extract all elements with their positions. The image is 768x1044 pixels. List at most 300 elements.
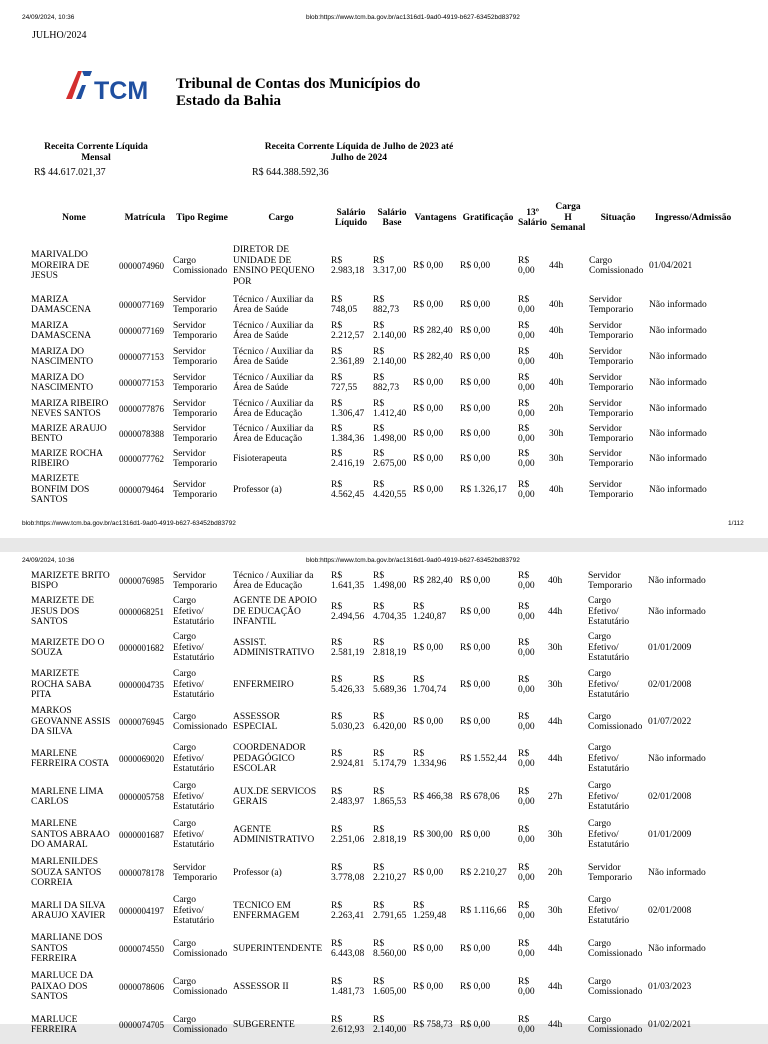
net-salary: R$ 2.924,81 bbox=[331, 748, 365, 769]
print-url: blob:https://www.tcm.ba.gov.br/ac1316d1-9ad0-4919-b627-63452bd83792 bbox=[306, 14, 520, 21]
column-header: Salário Líquido bbox=[334, 207, 368, 228]
registration-number: 0000077153 bbox=[119, 351, 164, 362]
employee-name: MARIZA DAMASCENA bbox=[31, 294, 92, 315]
table-row bbox=[30, 740, 737, 778]
rcl-monthly-value: R$ 44.617.021,37 bbox=[34, 167, 106, 178]
regime-type: Servidor Temporario bbox=[173, 479, 218, 500]
registration-number: 0000004735 bbox=[119, 679, 164, 690]
benefits: R$ 1.240,87 bbox=[413, 601, 447, 622]
regime-type: Cargo Efetivo/ Estatutário bbox=[173, 819, 215, 851]
column-header: Situação bbox=[600, 212, 636, 223]
regime-type: Servidor Temporario bbox=[173, 372, 218, 393]
registration-number: 0000078606 bbox=[119, 981, 164, 992]
table-row bbox=[30, 778, 737, 816]
tcm-logo bbox=[64, 68, 164, 104]
status: Cargo Comissionado bbox=[588, 976, 643, 997]
table-row bbox=[30, 318, 738, 344]
payroll-table-page2 bbox=[30, 568, 737, 1044]
status: Cargo Efetivo/ Estatutário bbox=[588, 743, 630, 775]
admission-date: Não informado bbox=[648, 943, 706, 954]
status: Cargo Efetivo/ Estatutário bbox=[588, 819, 630, 851]
base-salary: R$ 3.317,00 bbox=[373, 255, 407, 276]
table-row bbox=[30, 704, 737, 740]
table-row bbox=[30, 1006, 737, 1044]
column-header: Tipo Regime bbox=[176, 212, 228, 223]
weekly-hours: 20h bbox=[549, 403, 564, 414]
base-salary: R$ 2.675,00 bbox=[373, 448, 407, 469]
benefits: R$ 282,40 bbox=[413, 351, 453, 362]
thirteenth-salary: R$ 0,00 bbox=[518, 674, 535, 695]
regime-type: Servidor Temporario bbox=[173, 320, 218, 341]
benefits: R$ 0,00 bbox=[413, 484, 444, 495]
table-row bbox=[30, 892, 737, 930]
net-salary: R$ 5.426,33 bbox=[331, 674, 365, 695]
bonus: R$ 0,00 bbox=[460, 642, 491, 653]
status: Cargo Comissionado bbox=[589, 255, 644, 276]
status: Cargo Efetivo/ Estatutário bbox=[588, 895, 630, 927]
employee-name: MARIZA RIBEIRO NEVES SANTOS bbox=[31, 398, 109, 419]
bonus: R$ 0,00 bbox=[460, 428, 491, 439]
benefits: R$ 0,00 bbox=[413, 428, 444, 439]
employee-name: MARLUCE DA PAIXAO DOS SANTOS bbox=[31, 971, 94, 1003]
thirteenth-salary: R$ 0,00 bbox=[518, 862, 535, 883]
registration-number: 0000074705 bbox=[119, 1019, 164, 1030]
status: Servidor Temporario bbox=[589, 398, 634, 419]
benefits: R$ 0,00 bbox=[413, 453, 444, 464]
table-row bbox=[30, 446, 738, 472]
employee-name: MARLENE LIMA CARLOS bbox=[31, 786, 104, 807]
table-row bbox=[30, 594, 737, 630]
weekly-hours: 27h bbox=[548, 791, 563, 802]
admission-date: 02/01/2008 bbox=[648, 679, 692, 690]
rcl-monthly-label: Receita Corrente Líquida Mensal bbox=[44, 142, 148, 163]
regime-type: Cargo Comissionado bbox=[173, 938, 228, 959]
job-title: AUX.DE SERVICOS GERAIS bbox=[233, 786, 317, 807]
job-title: COORDENADOR PEDAGÓGICO ESCOLAR bbox=[233, 743, 306, 775]
weekly-hours: 40h bbox=[549, 484, 564, 495]
bonus: R$ 0,00 bbox=[460, 829, 491, 840]
base-salary: R$ 1.412,40 bbox=[373, 398, 407, 419]
registration-number: 0000069020 bbox=[119, 753, 164, 764]
status: Cargo Efetivo/ Estatutário bbox=[588, 669, 630, 701]
weekly-hours: 44h bbox=[548, 1019, 563, 1030]
employee-name: MARLIANE DOS SANTOS FERREIRA bbox=[31, 933, 103, 965]
employee-name: MARLUCE FERREIRA bbox=[31, 1014, 78, 1035]
status: Cargo Efetivo/ Estatutário bbox=[588, 632, 630, 664]
weekly-hours: 44h bbox=[548, 606, 563, 617]
regime-type: Cargo Comissionado bbox=[173, 1014, 228, 1035]
weekly-hours: 44h bbox=[548, 981, 563, 992]
table-row bbox=[30, 422, 738, 446]
base-salary: R$ 882,73 bbox=[373, 372, 400, 393]
print-datetime: 24/09/2024, 10:36 bbox=[22, 14, 75, 21]
benefits: R$ 282,40 bbox=[413, 575, 453, 586]
job-title: DIRETOR DE UNIDADE DE ENSINO PEQUENO POR bbox=[233, 245, 315, 287]
thirteenth-salary: R$ 0,00 bbox=[518, 398, 535, 419]
employee-name: MARIZETE DO O SOUZA bbox=[31, 637, 105, 658]
net-salary: R$ 2.263,41 bbox=[331, 900, 365, 921]
print-page-number: 1/112 bbox=[728, 520, 744, 527]
job-title: Técnico / Auxiliar da Área de Saúde bbox=[233, 320, 314, 341]
weekly-hours: 40h bbox=[549, 377, 564, 388]
bonus: R$ 1.326,17 bbox=[460, 484, 507, 495]
table-row bbox=[30, 930, 737, 968]
weekly-hours: 40h bbox=[549, 299, 564, 310]
benefits: R$ 0,00 bbox=[413, 642, 444, 653]
table-row bbox=[30, 816, 737, 854]
net-salary: R$ 5.030,23 bbox=[331, 711, 365, 732]
registration-number: 0000004197 bbox=[119, 905, 164, 916]
benefits: R$ 300,00 bbox=[413, 829, 453, 840]
column-header: Cargo bbox=[268, 212, 294, 223]
weekly-hours: 44h bbox=[548, 753, 563, 764]
admission-date: Não informado bbox=[649, 351, 707, 362]
bonus: R$ 0,00 bbox=[460, 260, 491, 271]
admission-date: Não informado bbox=[648, 575, 706, 586]
registration-number: 0000005758 bbox=[119, 791, 164, 802]
column-header: Gratificação bbox=[462, 212, 514, 223]
benefits: R$ 0,00 bbox=[413, 260, 444, 271]
thirteenth-salary: R$ 0,00 bbox=[518, 976, 535, 997]
status: Cargo Comissionado bbox=[588, 938, 643, 959]
net-salary: R$ 2.212,57 bbox=[331, 320, 365, 341]
thirteenth-salary: R$ 0,00 bbox=[518, 786, 535, 807]
print-url: blob:https://www.tcm.ba.gov.br/ac1316d1-9ad0-4919-b627-63452bd83792 bbox=[306, 557, 520, 564]
base-salary: R$ 8.560,00 bbox=[373, 938, 407, 959]
regime-type: Servidor Temporario bbox=[173, 448, 218, 469]
weekly-hours: 30h bbox=[548, 905, 563, 916]
table-row bbox=[30, 240, 738, 292]
bonus: R$ 0,00 bbox=[460, 377, 491, 388]
regime-type: Servidor Temporario bbox=[173, 570, 218, 591]
employee-name: MARLENE SANTOS ABRAAO DO AMARAL bbox=[31, 819, 110, 851]
status: Servidor Temporario bbox=[589, 479, 634, 500]
bonus: R$ 0,00 bbox=[460, 943, 491, 954]
employee-name: MARIZETE DE JESUS DOS SANTOS bbox=[31, 596, 95, 628]
bonus: R$ 0,00 bbox=[460, 606, 491, 617]
regime-type: Cargo Comissionado bbox=[173, 711, 228, 732]
admission-date: 01/02/2021 bbox=[648, 1019, 692, 1030]
bonus: R$ 1.116,66 bbox=[460, 905, 507, 916]
benefits: R$ 0,00 bbox=[413, 981, 444, 992]
employee-name: MARIVALDO MOREIRA DE JESUS bbox=[31, 250, 90, 282]
admission-date: 01/04/2021 bbox=[649, 260, 693, 271]
admission-date: Não informado bbox=[648, 606, 706, 617]
weekly-hours: 40h bbox=[549, 351, 564, 362]
bonus: R$ 0,00 bbox=[460, 351, 491, 362]
net-salary: R$ 1.306,47 bbox=[331, 398, 365, 419]
weekly-hours: 40h bbox=[549, 325, 564, 336]
thirteenth-salary: R$ 0,00 bbox=[518, 711, 535, 732]
column-header: Nome bbox=[62, 212, 86, 223]
base-salary: R$ 2.140,00 bbox=[373, 320, 407, 341]
benefits: R$ 0,00 bbox=[413, 299, 444, 310]
job-title: ENFERMEIRO bbox=[233, 679, 294, 690]
registration-number: 0000068251 bbox=[119, 606, 164, 617]
registration-number: 0000079464 bbox=[119, 484, 164, 495]
benefits: R$ 466,38 bbox=[413, 791, 453, 802]
admission-date: Não informado bbox=[649, 299, 707, 310]
thirteenth-salary: R$ 0,00 bbox=[518, 1014, 535, 1035]
admission-date: 02/01/2008 bbox=[648, 791, 692, 802]
weekly-hours: 30h bbox=[548, 829, 563, 840]
admission-date: 01/01/2009 bbox=[648, 642, 692, 653]
employee-name: MARKOS GEOVANNE ASSIS DA SILVA bbox=[31, 706, 111, 738]
thirteenth-salary: R$ 0,00 bbox=[518, 748, 535, 769]
bonus: R$ 2.210,27 bbox=[460, 867, 507, 878]
net-salary: R$ 2.483,97 bbox=[331, 786, 365, 807]
base-salary: R$ 1.498,00 bbox=[373, 423, 407, 444]
employee-name: MARIZE ARAUJO BENTO bbox=[31, 423, 107, 444]
base-salary: R$ 1.865,53 bbox=[373, 786, 407, 807]
thirteenth-salary: R$ 0,00 bbox=[518, 479, 535, 500]
admission-date: 01/01/2009 bbox=[648, 829, 692, 840]
net-salary: R$ 2.361,89 bbox=[331, 346, 365, 367]
employee-name: MARIZA DO NASCIMENTO bbox=[31, 346, 94, 367]
base-salary: R$ 2.818,19 bbox=[373, 824, 407, 845]
net-salary: R$ 727,55 bbox=[331, 372, 358, 393]
table-row bbox=[30, 370, 738, 396]
status: Servidor Temporario bbox=[589, 346, 634, 367]
weekly-hours: 44h bbox=[548, 716, 563, 727]
bonus: R$ 0,00 bbox=[460, 403, 491, 414]
thirteenth-salary: R$ 0,00 bbox=[518, 900, 535, 921]
employee-name: MARIZETE ROCHA SABA PITA bbox=[31, 669, 92, 701]
weekly-hours: 30h bbox=[549, 428, 564, 439]
job-title: AGENTE DE APOIO DE EDUCAÇÃO INFANTIL bbox=[233, 596, 317, 628]
report-month: JULHO/2024 bbox=[32, 30, 87, 41]
employee-name: MARIZE ROCHA RIBEIRO bbox=[31, 448, 104, 469]
thirteenth-salary: R$ 0,00 bbox=[518, 570, 535, 591]
employee-name: MARLI DA SILVA ARAUJO XAVIER bbox=[31, 900, 106, 921]
regime-type: Cargo Efetivo/ Estatutário bbox=[173, 781, 215, 813]
column-header: Matrícula bbox=[124, 212, 166, 223]
document-page-2 bbox=[0, 552, 768, 1035]
employee-name: MARLENE FERREIRA COSTA bbox=[31, 748, 110, 769]
admission-date: Não informado bbox=[649, 453, 707, 464]
status: Cargo Comissionado bbox=[588, 1014, 643, 1035]
base-salary: R$ 4.420,55 bbox=[373, 479, 407, 500]
bonus: R$ 0,00 bbox=[460, 679, 491, 690]
thirteenth-salary: R$ 0,00 bbox=[518, 824, 535, 845]
base-salary: R$ 4.704,35 bbox=[373, 601, 407, 622]
bonus: R$ 0,00 bbox=[460, 716, 491, 727]
thirteenth-salary: R$ 0,00 bbox=[518, 423, 535, 444]
registration-number: 0000077169 bbox=[119, 299, 164, 310]
base-salary: R$ 2.791,65 bbox=[373, 900, 407, 921]
regime-type: Cargo Efetivo/ Estatutário bbox=[173, 895, 215, 927]
net-salary: R$ 2.612,93 bbox=[331, 1014, 365, 1035]
table-row bbox=[30, 568, 737, 594]
regime-type: Servidor Temporario bbox=[173, 862, 218, 883]
registration-number: 0000077876 bbox=[119, 403, 164, 414]
admission-date: Não informado bbox=[649, 403, 707, 414]
regime-type: Cargo Comissionado bbox=[173, 255, 228, 276]
weekly-hours: 44h bbox=[549, 260, 564, 271]
weekly-hours: 30h bbox=[548, 679, 563, 690]
table-header-row bbox=[30, 196, 738, 240]
benefits: R$ 1.334,96 bbox=[413, 748, 447, 769]
base-salary: R$ 6.420,00 bbox=[373, 711, 407, 732]
table-row bbox=[30, 968, 737, 1006]
status: Cargo Comissionado bbox=[588, 711, 643, 732]
status: Servidor Temporario bbox=[589, 423, 634, 444]
bonus: R$ 678,06 bbox=[460, 791, 500, 802]
base-salary: R$ 5.174,79 bbox=[373, 748, 407, 769]
thirteenth-salary: R$ 0,00 bbox=[518, 346, 535, 367]
job-title: SUPERINTENDENTE bbox=[233, 943, 323, 954]
employee-name: MARIZA DO NASCIMENTO bbox=[31, 372, 94, 393]
weekly-hours: 30h bbox=[549, 453, 564, 464]
net-salary: R$ 1.384,36 bbox=[331, 423, 365, 444]
net-salary: R$ 3.778,08 bbox=[331, 862, 365, 883]
table-row bbox=[30, 666, 737, 704]
benefits: R$ 758,73 bbox=[413, 1019, 453, 1030]
job-title: Professor (a) bbox=[233, 867, 282, 878]
weekly-hours: 40h bbox=[548, 575, 563, 586]
registration-number: 0000077762 bbox=[119, 453, 164, 464]
column-header: Salário Base bbox=[377, 207, 407, 228]
status: Servidor Temporario bbox=[589, 448, 634, 469]
admission-date: 02/01/2008 bbox=[648, 905, 692, 916]
job-title: TECNICO EM ENFERMAGEM bbox=[233, 900, 300, 921]
payroll-table-page1 bbox=[30, 196, 738, 508]
job-title: Técnico / Auxiliar da Área de Educação bbox=[233, 570, 314, 591]
rcl-period-label: Receita Corrente Líquida de Julho de 2023 até Julho de 2024 bbox=[264, 142, 454, 163]
column-header: Carga H Semanal bbox=[550, 202, 586, 234]
regime-type: Servidor Temporario bbox=[173, 294, 218, 315]
table-row bbox=[30, 472, 738, 508]
status: Cargo Efetivo/ Estatutário bbox=[588, 596, 630, 628]
benefits: R$ 0,00 bbox=[413, 716, 444, 727]
job-title: Técnico / Auxiliar da Área de Saúde bbox=[233, 346, 314, 367]
status: Servidor Temporario bbox=[589, 294, 634, 315]
employee-name: MARIZETE BONFIM DOS SANTOS bbox=[31, 474, 90, 506]
employee-name: MARLENILDES SOUZA SANTOS CORREIA bbox=[31, 857, 102, 889]
print-footer-url: blob:https://www.tcm.ba.gov.br/ac1316d1-9ad0-4919-b627-63452bd83792 bbox=[22, 520, 236, 527]
column-header: 13º Salário bbox=[518, 207, 548, 228]
thirteenth-salary: R$ 0,00 bbox=[518, 320, 535, 341]
registration-number: 0000077153 bbox=[119, 377, 164, 388]
employee-name: MARIZA DAMASCENA bbox=[31, 320, 92, 341]
status: Servidor Temporario bbox=[588, 862, 633, 883]
admission-date: Não informado bbox=[649, 428, 707, 439]
job-title: ASSIST. ADMINISTRATIVO bbox=[233, 637, 315, 658]
employee-name: MARIZETE BRITO BISPO bbox=[31, 570, 110, 591]
registration-number: 0000001682 bbox=[119, 642, 164, 653]
print-datetime: 24/09/2024, 10:36 bbox=[22, 557, 75, 564]
bonus: R$ 0,00 bbox=[460, 453, 491, 464]
base-salary: R$ 1.498,00 bbox=[373, 570, 407, 591]
base-salary: R$ 882,73 bbox=[373, 294, 400, 315]
regime-type: Servidor Temporario bbox=[173, 423, 218, 444]
job-title: ASSESSOR II bbox=[233, 981, 289, 992]
net-salary: R$ 2.251,06 bbox=[331, 824, 365, 845]
regime-type: Cargo Efetivo/ Estatutário bbox=[173, 632, 215, 664]
benefits: R$ 1.704,74 bbox=[413, 674, 447, 695]
rcl-period-value: R$ 644.388.592,36 bbox=[252, 167, 329, 178]
job-title: SUBGERENTE bbox=[233, 1019, 295, 1030]
table-row bbox=[30, 396, 738, 422]
net-salary: R$ 748,05 bbox=[331, 294, 358, 315]
benefits: R$ 1.259,48 bbox=[413, 900, 447, 921]
base-salary: R$ 5.689,36 bbox=[373, 674, 407, 695]
org-name: Tribunal de Contas dos Municípios do Estado da Bahia bbox=[176, 76, 421, 109]
admission-date: 01/03/2023 bbox=[648, 981, 692, 992]
admission-date: Não informado bbox=[648, 867, 706, 878]
thirteenth-salary: R$ 0,00 bbox=[518, 372, 535, 393]
bonus: R$ 0,00 bbox=[460, 325, 491, 336]
thirteenth-salary: R$ 0,00 bbox=[518, 601, 535, 622]
registration-number: 0000074960 bbox=[119, 260, 164, 271]
registration-number: 0000001687 bbox=[119, 829, 164, 840]
weekly-hours: 44h bbox=[548, 943, 563, 954]
status: Servidor Temporario bbox=[588, 570, 633, 591]
thirteenth-salary: R$ 0,00 bbox=[518, 637, 535, 658]
admission-date: Não informado bbox=[649, 484, 707, 495]
admission-date: 01/07/2022 bbox=[648, 716, 692, 727]
registration-number: 0000078178 bbox=[119, 867, 164, 878]
thirteenth-salary: R$ 0,00 bbox=[518, 294, 535, 315]
net-salary: R$ 2.983,18 bbox=[331, 255, 365, 276]
table-row bbox=[30, 854, 737, 892]
job-title: ASSESSOR ESPECIAL bbox=[233, 711, 280, 732]
job-title: Técnico / Auxiliar da Área de Educação bbox=[233, 398, 314, 419]
bonus: R$ 0,00 bbox=[460, 981, 491, 992]
bonus: R$ 1.552,44 bbox=[460, 753, 507, 764]
registration-number: 0000077169 bbox=[119, 325, 164, 336]
net-salary: R$ 2.581,19 bbox=[331, 637, 365, 658]
regime-type: Servidor Temporario bbox=[173, 346, 218, 367]
regime-type: Cargo Efetivo/ Estatutário bbox=[173, 596, 215, 628]
column-header: Ingresso/Admissão bbox=[654, 212, 732, 223]
admission-date: Não informado bbox=[649, 325, 707, 336]
base-salary: R$ 1.605,00 bbox=[373, 976, 407, 997]
benefits: R$ 282,40 bbox=[413, 325, 453, 336]
weekly-hours: 20h bbox=[548, 867, 563, 878]
status: Servidor Temporario bbox=[589, 372, 634, 393]
base-salary: R$ 2.140,00 bbox=[373, 346, 407, 367]
thirteenth-salary: R$ 0,00 bbox=[518, 448, 535, 469]
thirteenth-salary: R$ 0,00 bbox=[518, 255, 535, 276]
net-salary: R$ 1.481,73 bbox=[331, 976, 365, 997]
bonus: R$ 0,00 bbox=[460, 575, 491, 586]
admission-date: Não informado bbox=[648, 753, 706, 764]
base-salary: R$ 2.210,27 bbox=[373, 862, 407, 883]
registration-number: 0000076945 bbox=[119, 716, 164, 727]
bonus: R$ 0,00 bbox=[460, 299, 491, 310]
job-title: AGENTE ADMINISTRATIVO bbox=[233, 824, 315, 845]
regime-type: Servidor Temporario bbox=[173, 398, 218, 419]
status: Cargo Efetivo/ Estatutário bbox=[588, 781, 630, 813]
net-salary: R$ 2.416,19 bbox=[331, 448, 365, 469]
status: Servidor Temporario bbox=[589, 320, 634, 341]
registration-number: 0000074550 bbox=[119, 943, 164, 954]
benefits: R$ 0,00 bbox=[413, 943, 444, 954]
job-title: Técnico / Auxiliar da Área de Saúde bbox=[233, 372, 314, 393]
net-salary: R$ 1.641,35 bbox=[331, 570, 365, 591]
job-title: Técnico / Auxiliar da Área de Saúde bbox=[233, 294, 314, 315]
weekly-hours: 30h bbox=[548, 642, 563, 653]
job-title: Professor (a) bbox=[233, 484, 282, 495]
table-row bbox=[30, 344, 738, 370]
registration-number: 0000076985 bbox=[119, 575, 164, 586]
table-row bbox=[30, 292, 738, 318]
base-salary: R$ 2.140,00 bbox=[373, 1014, 407, 1035]
registration-number: 0000078388 bbox=[119, 428, 164, 439]
admission-date: Não informado bbox=[649, 377, 707, 388]
column-header: Vantagens bbox=[414, 212, 457, 223]
